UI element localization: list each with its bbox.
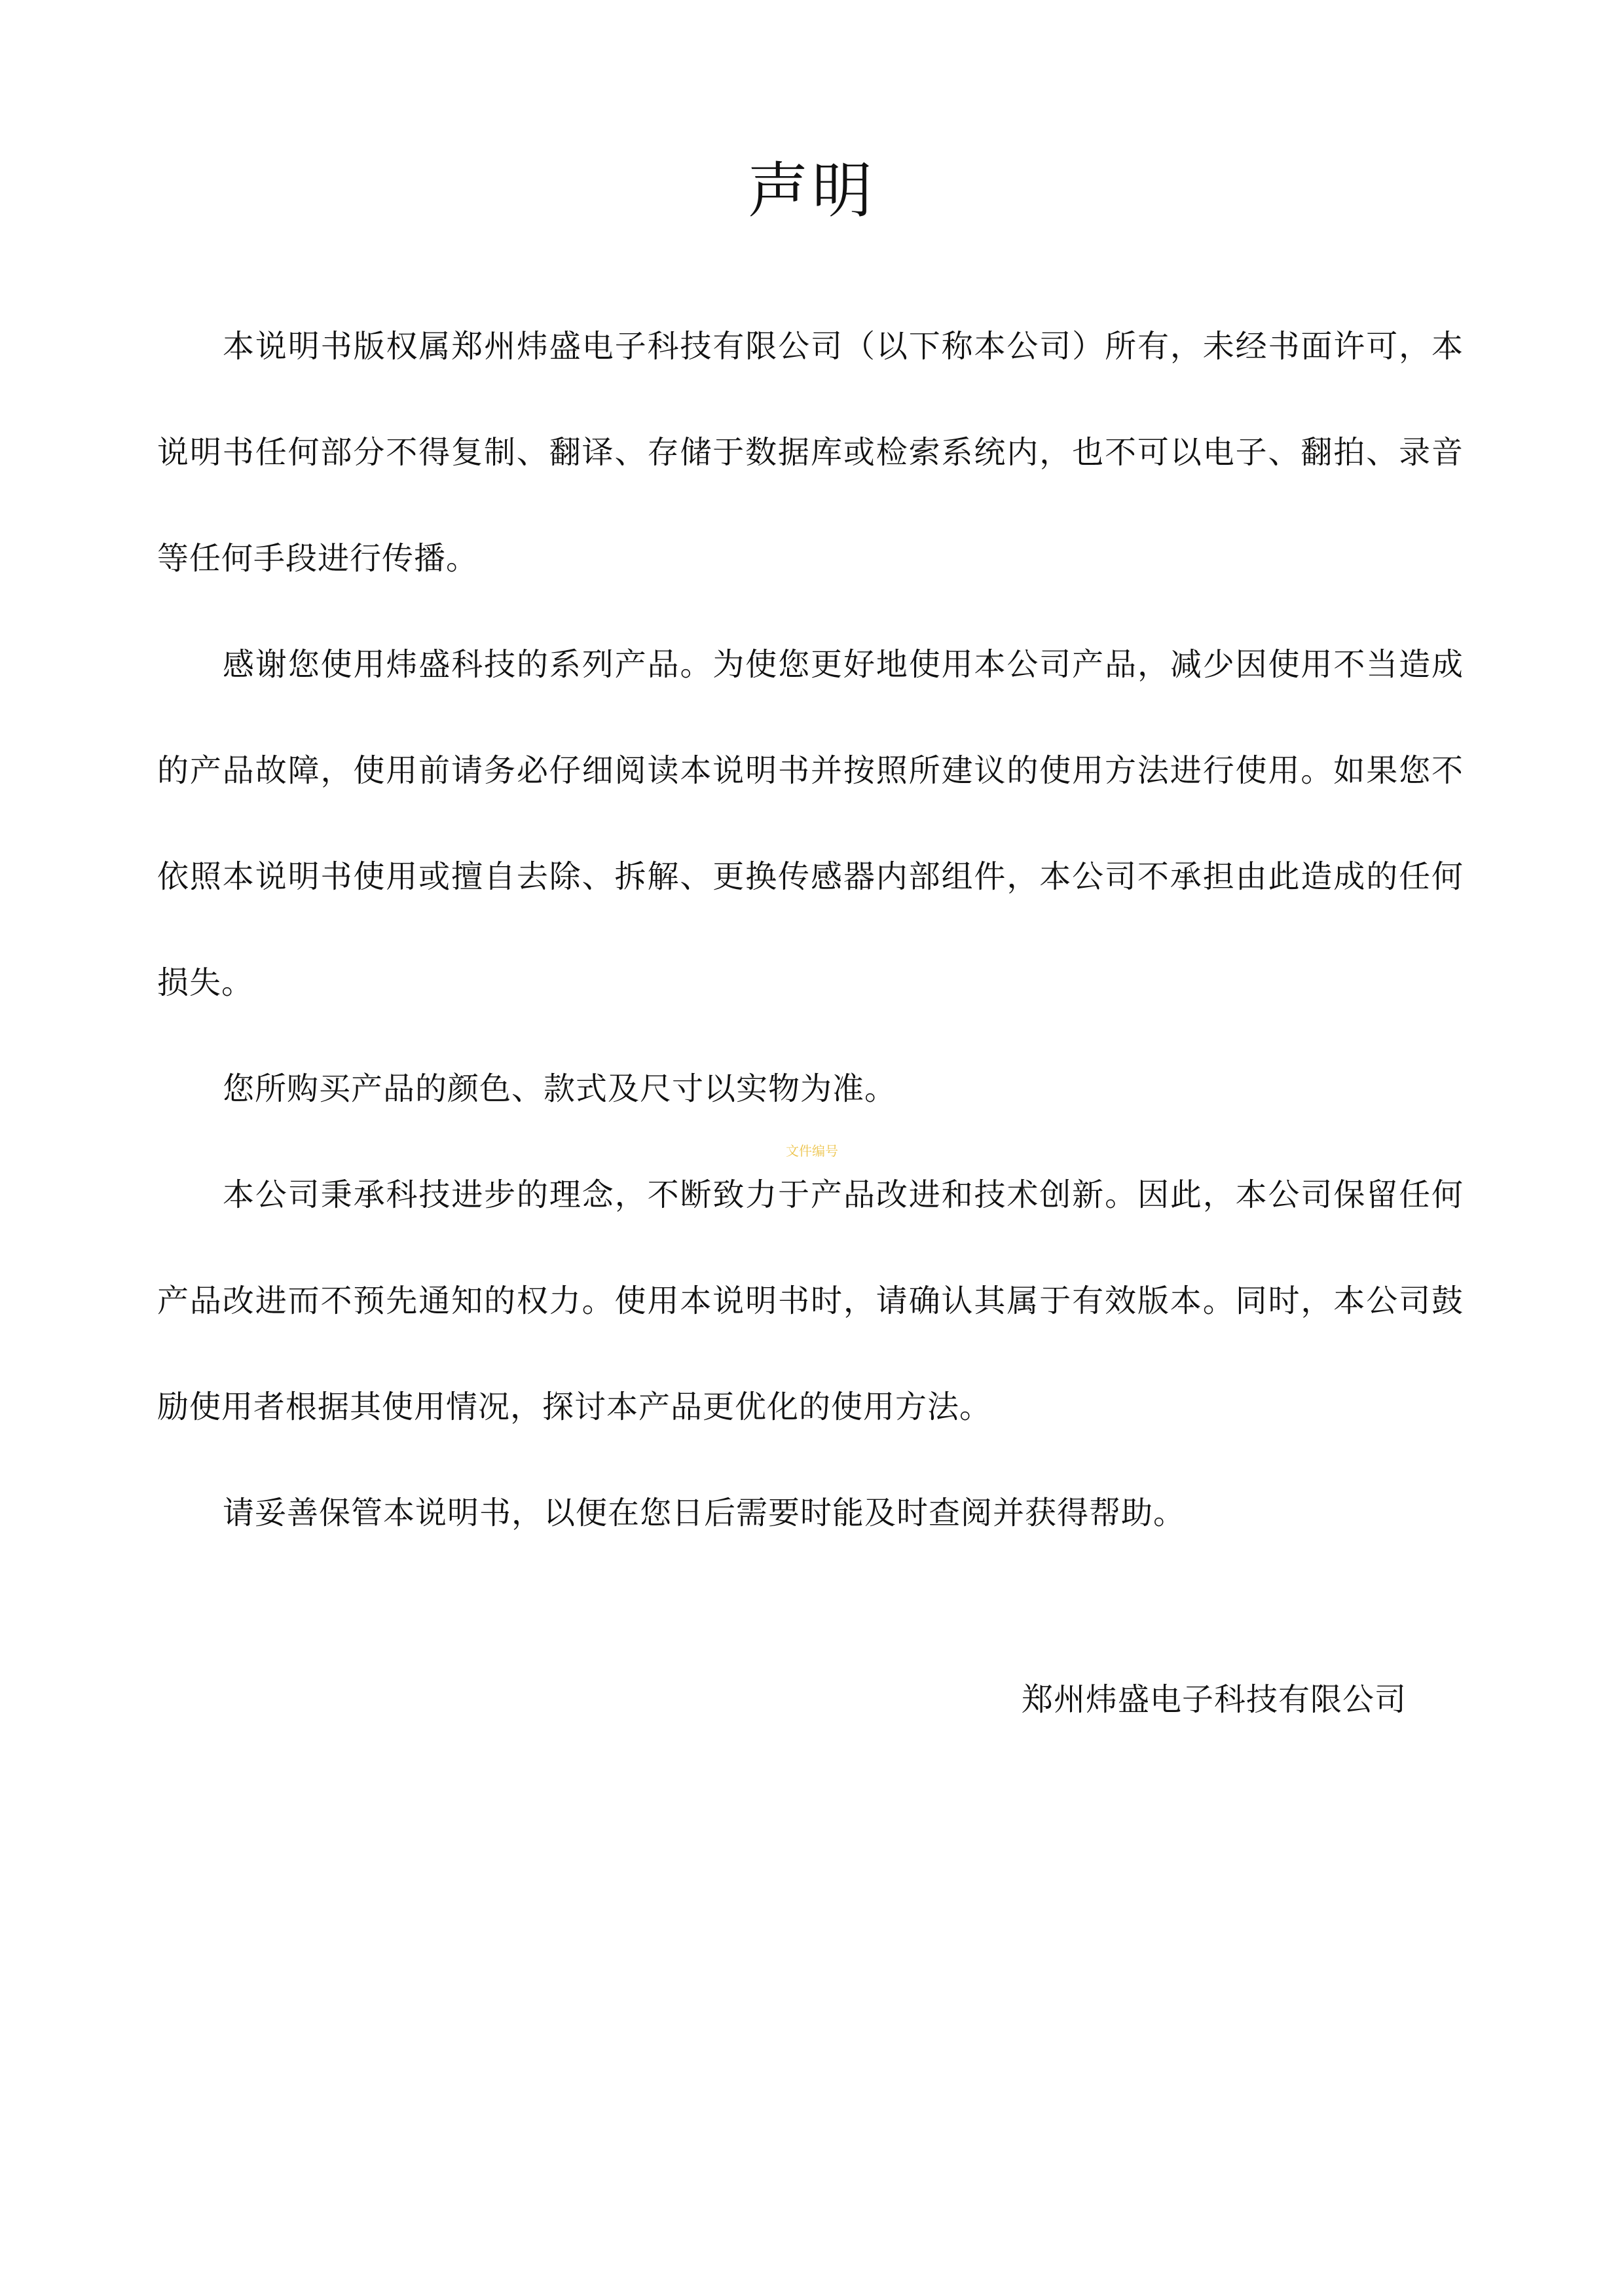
statement-body <box>157 293 1464 1566</box>
watermark-stamp: 文件编号 <box>786 1143 838 1159</box>
usage-paragraph: 感谢您使用炜盛科技的系列产品。为使您更好地使用本公司产品，减少因使用不当造成的产品故障，使用前请务必仔细阅读本说明书并按照所建议的使用方法进行使用。如果您不依照本说明书使用或擅自去除、拆解、更换传感器内部组件，本公司不承担由此造成的任何损失。 <box>157 646 1464 1001</box>
document-title: 声明 <box>747 156 876 226</box>
copyright-paragraph: 本说明书版权属郑州炜盛电子科技有限公司（以下称本公司）所有，未经书面许可，本说明书任何部分不得复制、翻译、存储于数据库或检索系统内，也不可以电子、翻拍、录音等任何手段进行传播。 <box>157 328 1464 577</box>
appearance-paragraph: 您所购买产品的颜色、款式及尺寸以实物为准。 <box>223 1070 897 1107</box>
company-signature: 郑州炜盛电子科技有限公司 <box>1021 1681 1407 1718</box>
improvement-paragraph: 本公司秉承科技进步的理念，不断致力于产品改进和技术创新。因此，本公司保留任何产品改进而不预先通知的权力。使用本说明书时，请确认其属于有效版本。同时，本公司鼓励使用者根据其使用情况，探讨本产品更优化的使用方法。 <box>157 1176 1464 1425</box>
storage-paragraph: 请妥善保管本说明书，以便在您日后需要时能及时查阅并获得帮助。 <box>223 1495 1186 1531</box>
